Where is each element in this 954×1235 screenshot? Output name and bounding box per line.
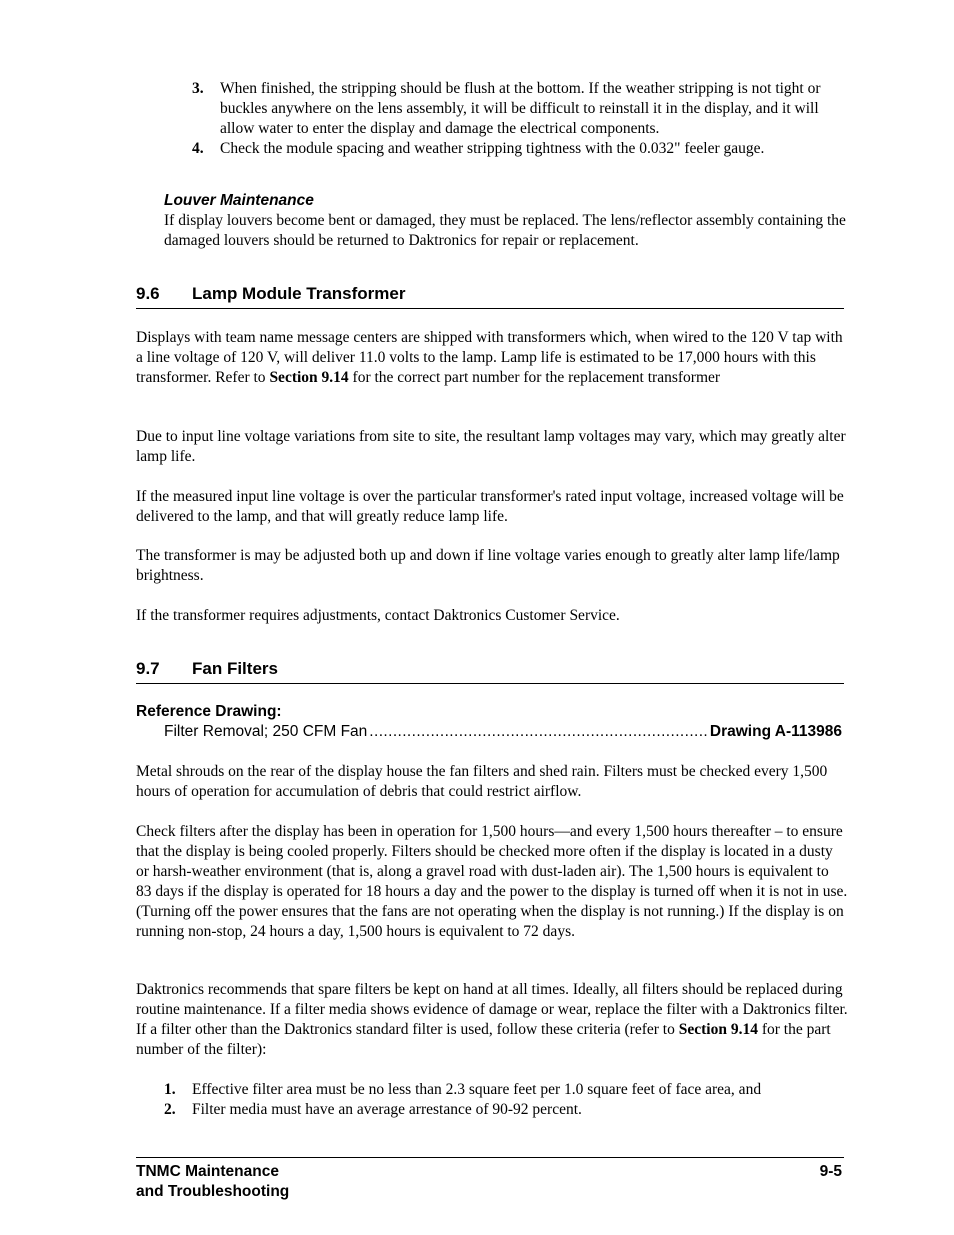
text-run: for the correct part number for the replacement transformer xyxy=(348,369,721,386)
louver-maintenance-heading: Louver Maintenance xyxy=(164,192,314,209)
text-run: Displays with team name message centers are shipped with transformers which, when wired to the 120 V tap with a line voltage of 120 V, will deliver 11.0 volts to the lamp. Lamp life is estimated to be 17,000 hours with this transformer. Refer to xyxy=(136,329,843,386)
list-item-number: 3. xyxy=(192,80,204,97)
louver-maintenance-text: If display louvers become bent or damaged, they must be replaced. The lens/reflector assembly containing the damaged louvers should be returned to Daktronics for repair or replacement. xyxy=(164,212,846,249)
list-item-number: 2. xyxy=(164,1101,176,1118)
reference-drawing-entry xyxy=(164,723,842,741)
fan-filters-paragraph-2: Check filters after the display has been in operation for 1,500 hours—and every 1,500 hours thereafter – to ensure that the display is being cooled properly. Filters should be checked more often if the display is located in a dusty or harsh-weather environment (that is, along a gravel road with dust-laden air). The 1,500 hours is equivalent to 83 days if the display is operated for 18 hours a day and the power to the display is turned off when it is not in use. (Turning off the power ensures that the fans are not operating when the display is not running.) If the display is on running non-stop, 24 hours a day, 1,500 hours is equivalent to 72 days. xyxy=(136,823,848,940)
dot-leader xyxy=(369,723,708,741)
list-item-number: 4. xyxy=(192,140,204,157)
list-item xyxy=(192,79,842,139)
text-run: Daktronics recommends that spare filters be kept on hand at all times. Ideally, all filters should be replaced during routine maintenance. If a filter media shows evidence of damage or wear, replace the filter with a Daktronics filter. If a filter other than the Daktronics standard filter is used, follow these criteria (refer to xyxy=(136,981,848,1038)
weather-stripping-steps xyxy=(192,79,842,159)
list-item-text: Filter media must have an average arrestance of 90-92 percent. xyxy=(192,1101,582,1118)
transformer-paragraph-3: If the measured input line voltage is over the particular transformer's rated input voltage, increased voltage will be delivered to the lamp, and that will greatly reduce lamp life. xyxy=(136,488,844,525)
section-number: 9.6 xyxy=(136,284,160,303)
section-heading-9-6 xyxy=(136,284,844,309)
section-title: Lamp Module Transformer xyxy=(192,284,406,303)
footer-title xyxy=(136,1162,289,1202)
section-reference: Section 9.14 xyxy=(269,369,349,386)
transformer-paragraph-2: Due to input line voltage variations from site to site, the resultant lamp voltages may vary, which may greatly alter lamp life. xyxy=(136,428,846,465)
list-item-text: When finished, the stripping should be flush at the bottom. If the weather stripping is not tight or buckles anywhere on the lens assembly, it will be difficult to reinstall it in the display, and it will allow water to enter the display and damage the electrical components. xyxy=(220,80,821,137)
filter-criteria-list xyxy=(164,1080,844,1120)
list-item-text: Effective filter area must be no less than 2.3 square feet per 1.0 square feet of face area, and xyxy=(192,1081,762,1098)
list-item xyxy=(164,1100,844,1120)
fan-filters-paragraph-1: Metal shrouds on the rear of the display house the fan filters and shed rain. Filters must be checked every 1,500 hours of operation for accumulation of debris that could restrict airflow. xyxy=(136,763,828,800)
list-item-text: Check the module spacing and weather stripping tightness with the 0.032" feeler gauge. xyxy=(220,140,765,157)
transformer-paragraph-5: If the transformer requires adjustments, contact Daktronics Customer Service. xyxy=(136,607,620,624)
section-reference: Section 9.14 xyxy=(678,1021,758,1038)
fan-filters-paragraph-3 xyxy=(136,980,848,1060)
text-run: for the part number of the filter): xyxy=(136,1021,831,1058)
transformer-paragraph-4: The transformer is may be adjusted both up and down if line voltage varies enough to greatly alter lamp life/lamp brightness. xyxy=(136,547,840,584)
footer-title-line: and Troubleshooting xyxy=(136,1183,290,1200)
page-number: 9-5 xyxy=(819,1163,842,1180)
reference-drawing-number: Drawing A-113986 xyxy=(709,723,842,740)
section-title: Fan Filters xyxy=(192,659,278,678)
list-item xyxy=(164,1080,844,1100)
transformer-paragraph-1 xyxy=(136,328,848,388)
list-item-number: 1. xyxy=(164,1081,176,1098)
reference-drawing-label: Filter Removal; 250 CFM Fan xyxy=(164,723,368,740)
reference-drawing-heading: Reference Drawing: xyxy=(136,703,282,720)
section-number: 9.7 xyxy=(136,659,160,678)
footer-divider xyxy=(136,1157,844,1158)
footer-title-line: TNMC Maintenance xyxy=(136,1163,279,1180)
list-item xyxy=(192,139,842,159)
section-heading-9-7 xyxy=(136,659,844,684)
